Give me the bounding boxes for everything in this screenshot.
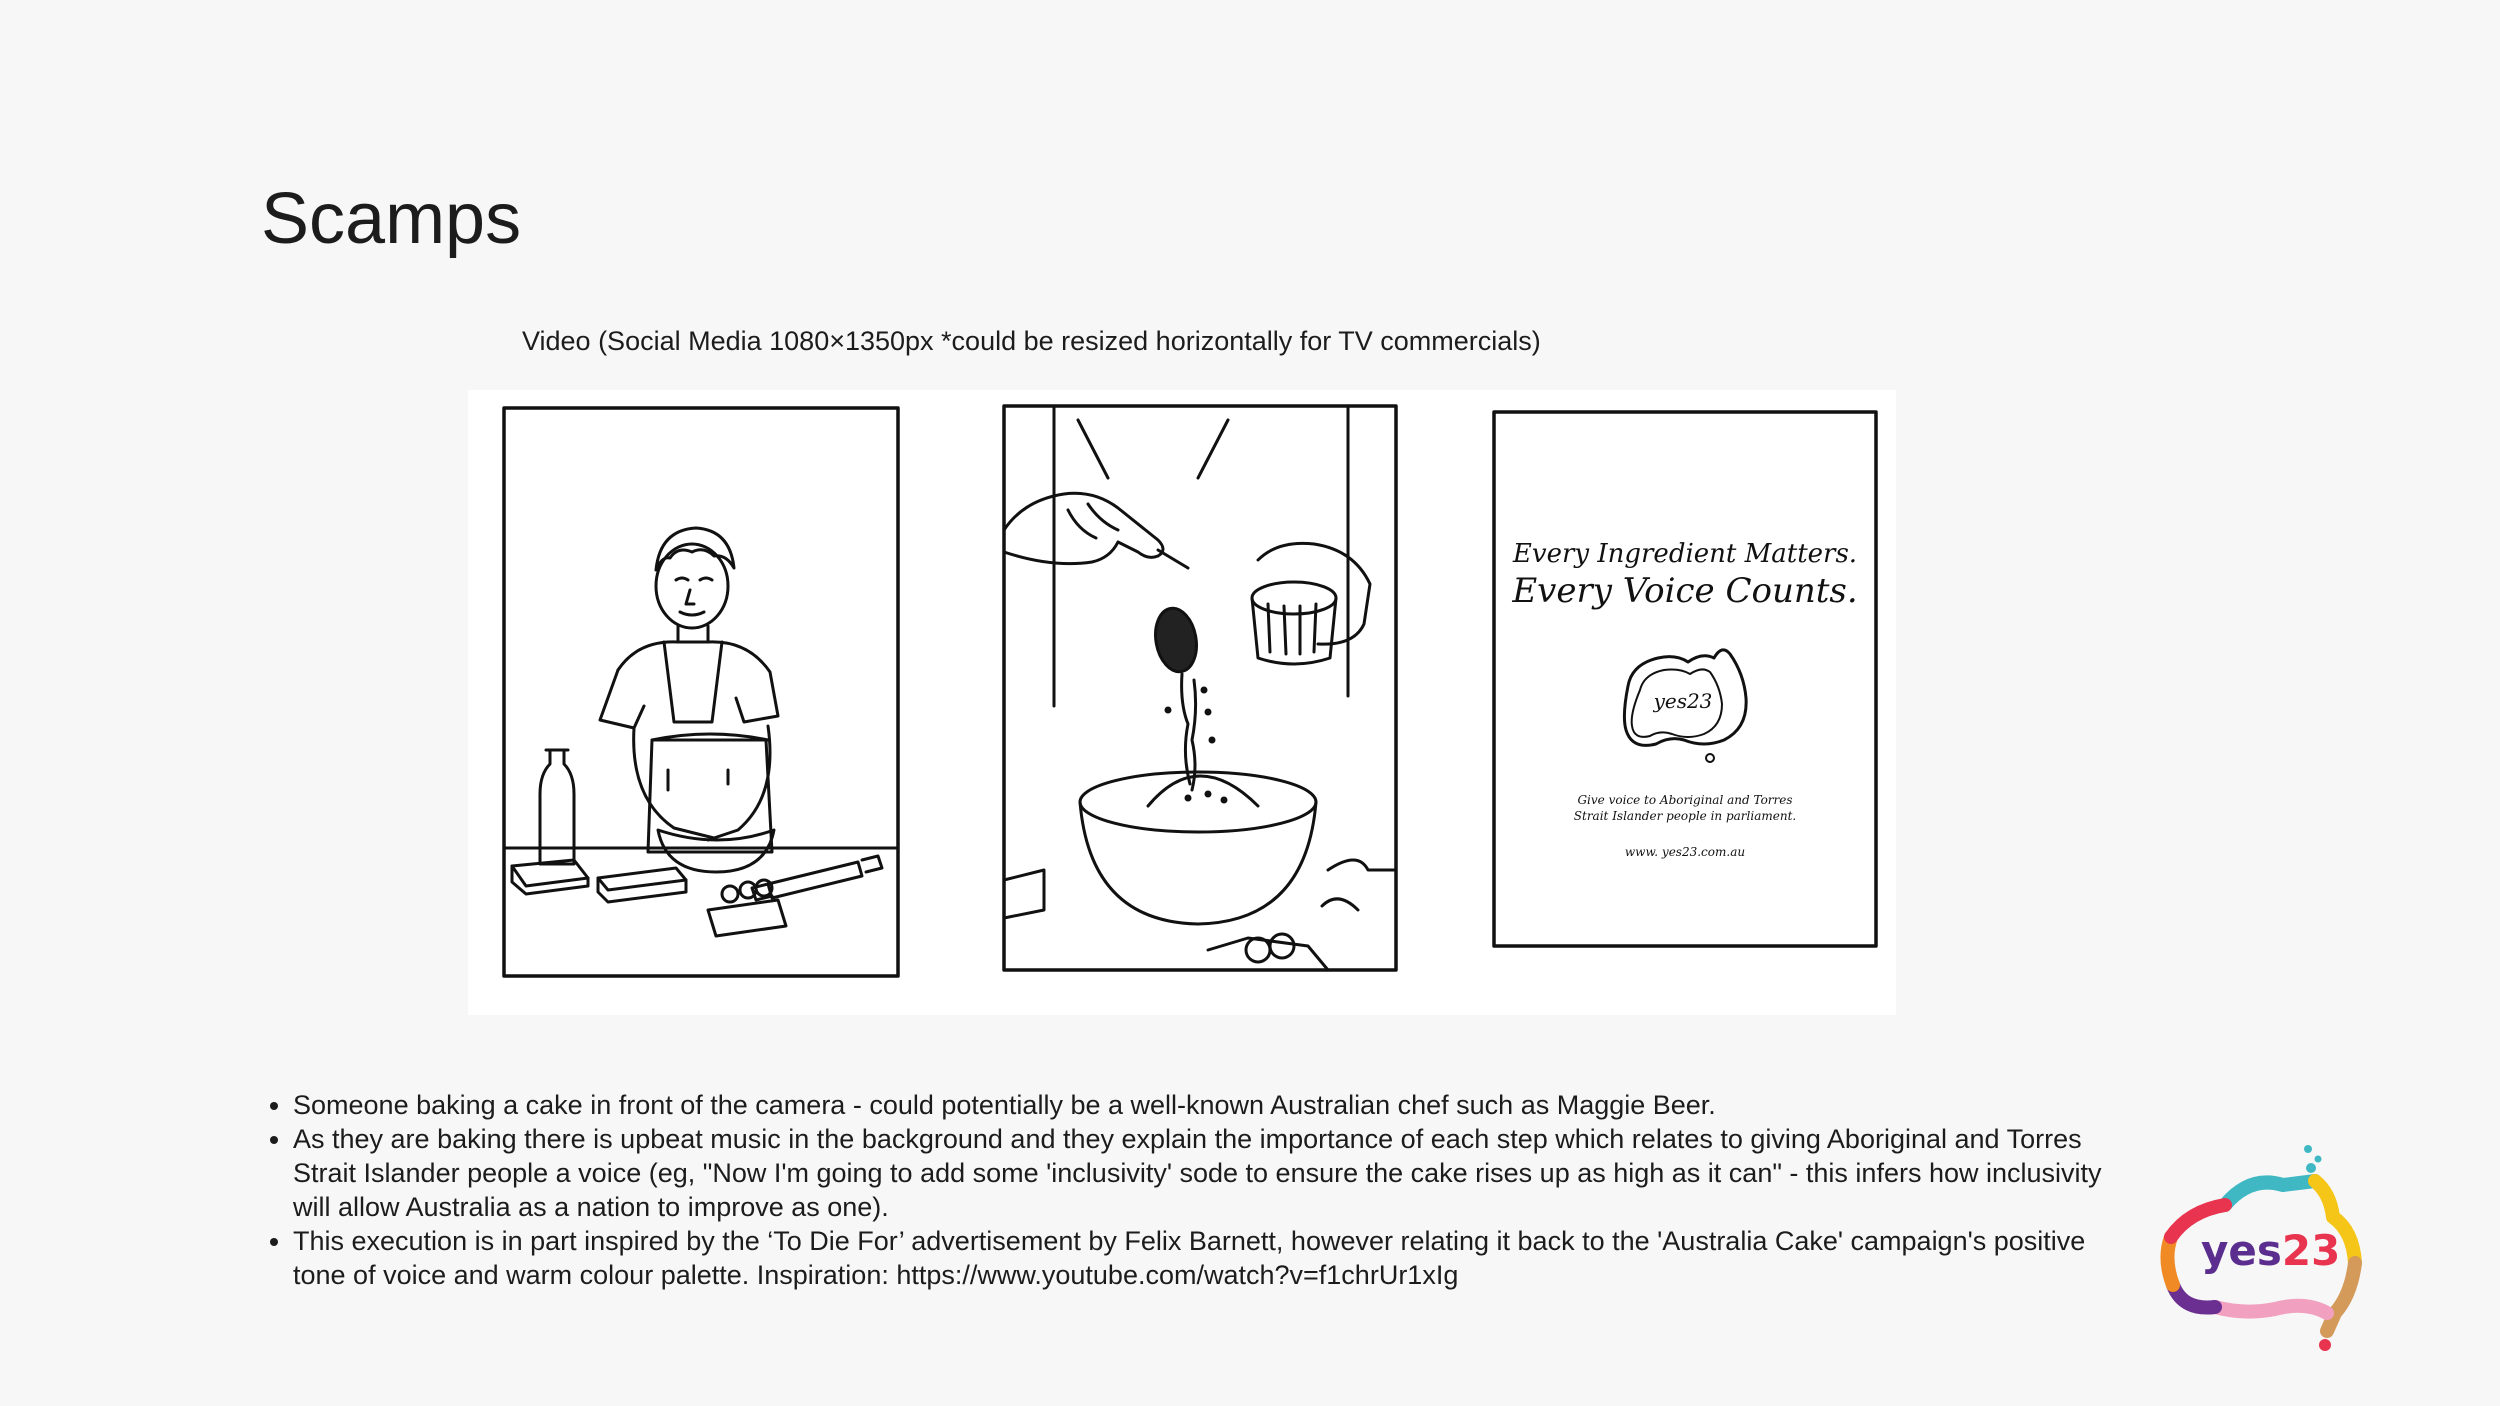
bowl-illustration-icon [1004,406,1370,924]
chef-illustration-icon [600,528,778,872]
page-subtitle: Video (Social Media 1080×1350px *could be resized horizontally for TV commercials) [522,326,1541,356]
bullet-item: • Someone baking a cake in front of the camera - could potentially be a well-known Australian chef such as Maggie Beer. [293,1088,2133,1122]
endcard-logo-text: yes23 [1653,689,1713,713]
storyboard-frame-2 [1004,406,1396,970]
page-title: Scamps [261,179,522,259]
endcard-body-line-2: Strait Islander people in parliament. [1573,809,1797,823]
endcard-headline-2: Every Voice Counts. [1512,571,1858,611]
bullet-list [261,1088,2133,1292]
storyboard-frame-1 [504,408,898,976]
endcard-headline-1: Every Ingredient Matters. [1512,539,1858,569]
endcard-url: www. yes23.com.au [1624,845,1746,859]
storyboard-frame-3 [1494,412,1876,946]
logo-wordmark: yes23 [2201,1226,2341,1275]
bullet-item: • As they are baking there is upbeat music in the background and they explain the importance of each step which relates to giving Aboriginal and Torres Strait Islander people a voice (eg, "Now I'm going to add some 'inclusivity' sode to ensure the cake rises up as high as it can" - this infers how inclusivity will allow Australia as a nation to improve as one). [293,1122,2133,1224]
logo-dots-icon [2304,1145,2322,1173]
bullet-item: • This execution is in part inspired by the ‘To Die For’ advertisement by Felix Barnett, however relating it back to the 'Australia Cake' campaign's positive tone of voice and warm colour palette. Inspiration: https://www.youtube.com/watch?v=f1chrUr1xIg [293,1224,2133,1292]
storyboard-image [468,390,1896,1015]
endcard-body-line-1: Give voice to Aboriginal and Torres [1577,793,1793,807]
yes23-logo [2155,1135,2375,1355]
logo-wordmark-number: 23 [2281,1226,2341,1275]
